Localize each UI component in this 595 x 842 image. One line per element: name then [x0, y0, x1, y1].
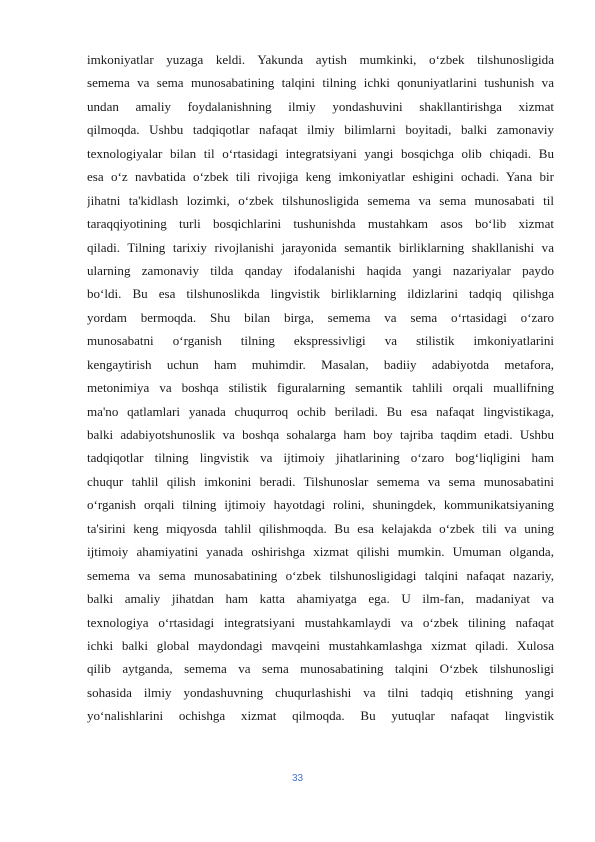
text-line: o‘rganish orqali tilning ijtimoiy hayotdagi rolini, shuningdek, kommunikatsiyaning	[87, 497, 554, 513]
text-line: yordam bermoqda. Shu bilan birga, semema va sema o‘rtasidagi o‘zaro	[87, 309, 554, 325]
text-line: texnologiya o‘rtasidagi integratsiyani mustahkamlaydi va o‘zbek tilining nafaqat	[87, 614, 554, 630]
text-line: ijtimoiy ahamiyatini yanada oshirishga xizmat qilishi mumkin. Umuman olganda,	[87, 544, 554, 560]
text-line: yo‘nalishlarini ochishga xizmat qilmoqda. Bu yutuqlar nafaqat lingvistik	[87, 708, 554, 724]
text-line: esa o‘z navbatida o‘zbek tili rivojiga keng imkoniyatlar eshigini ochadi. Yana bir	[87, 169, 554, 185]
text-line: semema va sema munosabatining o‘zbek tilshunosligidagi talqini nafaqat nazariy,	[87, 567, 554, 583]
text-line: chuqur tahlil qilish imkonini beradi. Tilshunoslar semema va sema munosabatini	[87, 473, 554, 489]
text-line: ularning zamonaviy tilda qanday ifodalanishi haqida yangi nazariyalar paydo	[87, 262, 554, 278]
text-line: jihatni ta'kidlash lozimki, o‘zbek tilshunosligida semema va sema munosabati til	[87, 192, 554, 208]
text-line: balki adabiyotshunoslik va boshqa sohalarga ham boy tajriba taqdim etadi. Ushbu	[87, 427, 554, 442]
text-line: qilib aytganda, semema va sema munosabatining talqini O‘zbek tilshunosligi	[87, 661, 554, 677]
text-line: ma'no qatlamlari yanada chuqurroq ochib beriladi. Bu esa nafaqat lingvistikaga,	[87, 403, 554, 419]
text-line: texnologiyalar bilan til o‘rtasidagi integratsiyani yangi bosqichga olib chiqadi. Bu	[87, 145, 554, 161]
body-text	[87, 48, 554, 728]
text-line: semema va sema munosabatining talqini tilning ichki qonuniyatlarini tushunish va	[87, 75, 554, 91]
text-line: imkoniyatlar yuzaga keldi. Yakunda aytish mumkinki, o‘zbek tilshunosligida	[87, 52, 554, 67]
page-number: 33	[291, 773, 304, 784]
text-line: balki amaliy jihatdan ham katta ahamiyatga ega. U ilm-fan, madaniyat va	[87, 591, 554, 607]
text-line: qilmoqda. Ushbu tadqiqotlar nafaqat ilmiy bilimlarni boyitadi, balki zamonaviy	[87, 122, 554, 138]
text-line: ta'sirini keng miqyosda tahlil qilishmoqda. Bu esa kelajakda o‘zbek tili va uning	[87, 520, 554, 536]
text-line: kengaytirish uchun ham muhimdir. Masalan, badiiy adabiyotda metafora,	[87, 356, 554, 372]
text-line: qiladi. Tilning tarixiy rivojlanishi jarayonida semantik birliklarning shakllanishi va	[87, 239, 554, 255]
text-line: metonimiya va boshqa stilistik figuralarning semantik tahlili orqali muallifning	[87, 380, 554, 396]
text-line: undan amaliy foydalanishning ilmiy yondashuvini shakllantirishga xizmat	[87, 98, 554, 114]
text-line: tadqiqotlar tilning lingvistik va ijtimoiy jihatlarining o‘zaro bog‘liqligini ham	[87, 450, 554, 466]
text-line: ichki balki global maydondagi mavqeini mustahkamlashga xizmat qiladi. Xulosa	[87, 637, 554, 653]
text-line: munosabatni o‘rganish tilning ekspressivligi va stilistik imkoniyatlarini	[87, 333, 554, 349]
text-line: sohasida ilmiy yondashuvning chuqurlashishi va tilni tadqiq etishning yangi	[87, 684, 554, 700]
text-line: taraqqiyotining turli bosqichlarini tushunishda mustahkam asos bo‘lib xizmat	[87, 216, 554, 232]
text-line: bo‘ldi. Bu esa tilshunoslikda lingvistik birliklarning ildizlarini tadqiq qilishga	[87, 286, 554, 302]
